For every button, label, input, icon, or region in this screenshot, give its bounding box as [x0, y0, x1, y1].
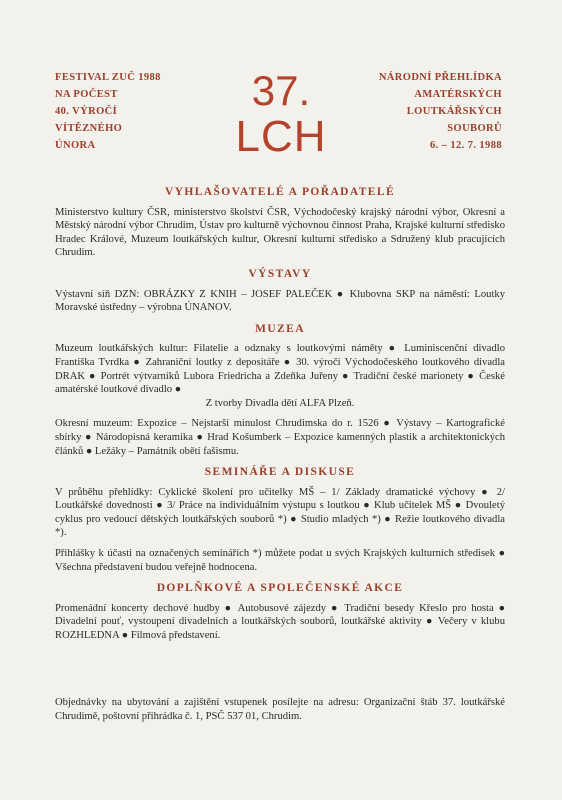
- header-left-line: FESTIVAL ZUČ 1988: [55, 72, 161, 83]
- header-right-line: LOUTKÁŘSKÝCH: [406, 106, 502, 117]
- section-heading: MUZEA: [255, 322, 305, 335]
- festival-number: 37.: [251, 67, 311, 114]
- header-right-line: AMATÉRSKÝCH: [414, 89, 502, 100]
- section-text: Muzeum loutkářských kultur: Filatelie a odznaky s loutkovými náměty ● Luminiscenční divadlo Františka Tvrdka ● Zahraniční loutky z depositáře ● 30. výročí Východočeského loutkového divadla DRAK ● Portrét výtvarníků Lubora Friedricha a Zdeňka Juřeny ● Tradiční české marionety ● České amatérské loutkové divadlo ●: [55, 343, 505, 396]
- section-heading: VYHLAŠOVATELÉ A POŘADATELÉ: [164, 186, 396, 198]
- header-right-line: 6. – 12. 7. 1988: [429, 140, 502, 151]
- header-right-line: SOUBORŮ: [447, 123, 502, 134]
- organizers-section: [55, 186, 505, 260]
- section-text: V průběhu přehlídky: Cyklické školení pro učitelky MŠ – 1/ Základy dramatické výchovy ● 2/ Loutkářské dovednosti ● 3/ Práce na individuálním výstupu s loutkou ● Klub učitelek MŠ ● Dvouletý cyklus pro vedoucí dětských loutkářských souborů *) ● Studio mladých *) ● Režie loutkového divadla *).: [55, 486, 505, 539]
- section-text: Ministerstvo kultury ČSR, ministerstvo školství ČSR, Východočeský krajský národní výbor, Okresní a Městský národní výbor Chrudim, Ústav pro kulturně výchovnou činnost Praha, Krajské kulturní středisko Hradec Králové, Muzeum loutkářských kultur, Okresní kulturní středisko a Sdružený klub pracujících Chrudim.: [55, 206, 505, 259]
- header-left-line: VÍTĚZNÉHO: [55, 123, 123, 134]
- section-text: Okresní muzeum: Expozice – Nejstarší minulost Chrudimska do r. 1526 ● Výstavy – Kartografické sbírky ● Národopisná keramika ● Hrad Košumberk – Expozice kamenných plastik a architektonických článků ● Ležáky – Památník obětí fašismu.: [55, 418, 505, 457]
- section-heading: VÝSTAVY: [248, 267, 312, 280]
- header-right-line: NÁRODNÍ PŘEHLÍDKA: [378, 72, 502, 83]
- header-left-line: 40. VÝROČÍ: [55, 106, 118, 117]
- seminars-section: [55, 466, 505, 574]
- events-section: [55, 582, 505, 642]
- header-left-line: NA POČEST: [55, 89, 118, 100]
- section-text-centered: Z tvorby Divadla dětí ALFA Plzeň.: [205, 397, 355, 409]
- header-right-block: [379, 69, 502, 154]
- section-text: Výstavní síň DZN: OBRÁZKY Z KNIH – JOSEF PALEČEK ● Klubovna SKP na náměstí: Loutky Moravské ústředny – výrobna ÚNANOV.: [55, 288, 505, 314]
- museums-section: [55, 323, 505, 458]
- exhibitions-section: [55, 268, 505, 315]
- section-text: Přihlášky k účasti na označených seminářích *) můžete podat u svých Krajských kulturních středisek ● Všechna představení budou veřejně hodnocena.: [55, 548, 505, 573]
- header-left-line: ÚNORA: [55, 140, 96, 151]
- section-heading: SEMINÁŘE A DISKUSE: [204, 466, 356, 479]
- festival-title: LCH: [235, 112, 327, 161]
- order-instructions: Objednávky na ubytování a zajištění vstupenek posílejte na adresu: Organizační štáb 37. loutkářské Chrudimě, poštovní přihrádka č. 1, PSČ 537 01, Chrudim.: [55, 697, 505, 722]
- program-content: [55, 186, 505, 651]
- section-heading: DOPLŇKOVÉ A SPOLEČENSKÉ AKCE: [156, 582, 404, 595]
- section-text: Promenádní koncerty dechové hudby ● Autobusové zájezdy ● Tradiční besedy Křeslo pro hosta ● Divadelní pouť, vystoupení divadelních a loutkářských souborů, loutkářské aktivity ● Večery v klubu ROZHLEDNA ● Filmová představení.: [55, 602, 505, 642]
